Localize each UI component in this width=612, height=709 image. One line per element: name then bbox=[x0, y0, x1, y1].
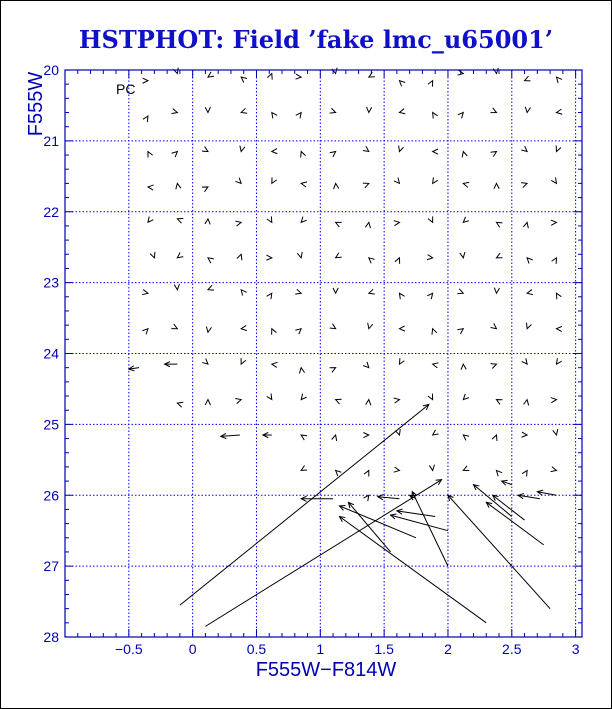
y-tick-label: 27 bbox=[43, 558, 59, 575]
y-tick-label: 22 bbox=[43, 203, 59, 220]
y-tick-label: 20 bbox=[43, 62, 59, 78]
y-tick-label: 24 bbox=[43, 345, 59, 362]
y-axis-label: F555W bbox=[25, 71, 47, 137]
panel-label: PC bbox=[116, 81, 136, 97]
x-tick-label: 1.5 bbox=[374, 641, 394, 657]
x-tick-label: −0.5 bbox=[115, 641, 143, 657]
y-tick-label: 25 bbox=[43, 416, 59, 433]
y-tick-label: 26 bbox=[43, 487, 59, 504]
x-tick-label: 1 bbox=[316, 641, 325, 657]
y-tick-label: 28 bbox=[43, 629, 59, 645]
x-axis-label: F555W−F814W bbox=[255, 659, 397, 681]
y-tick-label: 23 bbox=[43, 274, 59, 291]
x-tick-label: 0 bbox=[188, 641, 197, 657]
y-tick-label: 21 bbox=[43, 132, 59, 149]
x-tick-label: 2.5 bbox=[502, 641, 522, 657]
chart-title: HSTPHOT: Field ’fake lmc_u65001’ bbox=[78, 25, 554, 54]
x-tick-label: 3 bbox=[571, 641, 580, 657]
page-border bbox=[1, 1, 612, 709]
x-tick-label: 2 bbox=[444, 641, 452, 657]
x-tick-label: 0.5 bbox=[246, 641, 267, 657]
